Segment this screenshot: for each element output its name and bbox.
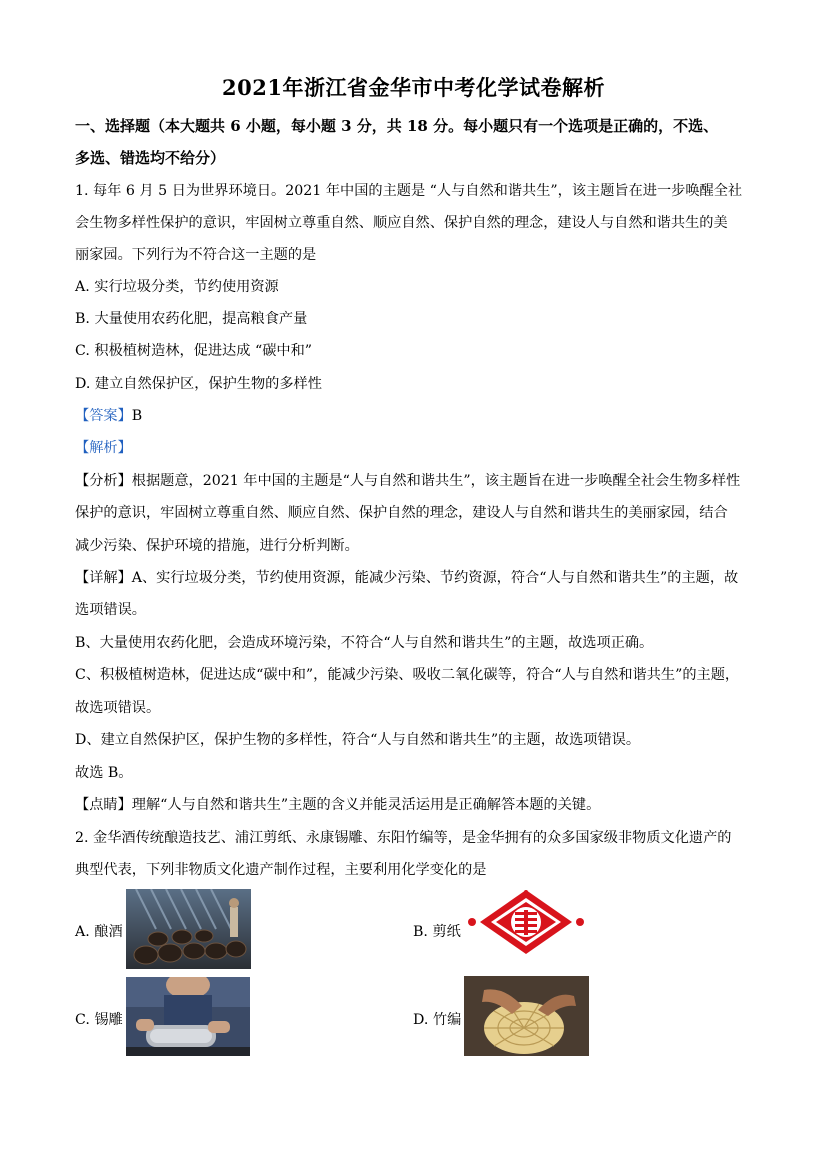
- q2-stem-line: 2. 金华酒传统酿造技艺、浦江剪纸、永康锡雕、东阳竹编等，是金华拥有的众多国家级非物质文化遗产的: [75, 830, 732, 846]
- q2-option-c-label: C. 锡雕: [75, 1012, 123, 1028]
- q2-option-d-label: D. 竹编: [413, 1012, 462, 1028]
- analysis-line: C、积极植树造林，促进达成“碳中和”，能减少污染、吸收二氧化碳等，符合“人与自然和谐共生”的主题，: [75, 667, 740, 683]
- brewing-photo: [126, 889, 251, 969]
- analysis-line: 选项错误。: [75, 602, 146, 618]
- q1-option-a: A. 实行垃圾分类，节约使用资源: [75, 279, 279, 295]
- analysis-line: 【详解】A、实行垃圾分类，节约使用资源，能减少污染、节约资源，符合“人与自然和谐共生”的主题，故: [75, 570, 739, 586]
- q1-stem-line: 会生物多样性保护的意识，牢固树立尊重自然、顺应自然、保护自然的理念，建设人与自然和谐共生的美: [75, 215, 728, 231]
- paper-cut-photo: [464, 888, 588, 956]
- q1-option-c: C. 积极植树造林，促进达成 “碳中和”: [75, 343, 313, 359]
- tin-carving-photo: [126, 977, 250, 1056]
- bamboo-weaving-photo: [464, 976, 589, 1056]
- analysis-line: 减少污染、保护环境的措施，进行分析判断。: [75, 538, 359, 554]
- answer-tag: 【答案】: [75, 408, 132, 424]
- analysis-line: D、建立自然保护区，保护生物的多样性，符合“人与自然和谐共生”的主题，故选项错误。: [75, 732, 641, 748]
- document-title: 2021年浙江省金华市中考化学试卷解析: [222, 75, 605, 100]
- q1-stem-line: 1. 每年 6 月 5 日为世界环境日。2021 年中国的主题是 “人与自然和谐共生”，该主题旨在进一步唤醒全社: [75, 183, 743, 199]
- analysis-line: 【分析】根据题意，2021 年中国的主题是“人与自然和谐共生”，该主题旨在进一步唤醒全社会生物多样性: [75, 473, 741, 489]
- section-heading: 一、选择题（本大题共 6 小题，每小题 3 分，共 18 分。每小题只有一个选项是正确的，不选、: [75, 117, 719, 135]
- q1-option-b: B. 大量使用农药化肥，提高粮食产量: [75, 311, 308, 327]
- analysis-line: B、大量使用农药化肥，会造成环境污染，不符合“人与自然和谐共生”的主题，故选项正确。: [75, 635, 654, 651]
- analysis-line: 【点睛】理解“人与自然和谐共生”主题的含义并能灵活运用是正确解答本题的关键。: [75, 797, 601, 813]
- answer-value: B: [131, 408, 143, 424]
- q2-stem-line: 典型代表，下列非物质文化遗产制作过程，主要利用化学变化的是: [75, 862, 487, 878]
- analysis-line: 故选 B。: [75, 765, 133, 781]
- section-heading-cont: 多选、错选均不给分）: [75, 149, 226, 167]
- analysis-line: 保护的意识，牢固树立尊重自然、顺应自然、保护自然的理念，建设人与自然和谐共生的美丽家园，结合: [75, 505, 728, 521]
- q1-stem-line: 丽家园。下列行为不符合这一主题的是: [75, 247, 317, 263]
- analysis-tag: 【解析】: [75, 440, 132, 456]
- q1-option-d: D. 建立自然保护区，保护生物的多样性: [75, 376, 322, 392]
- q1-answer-line: [75, 406, 142, 426]
- analysis-line: 故选项错误。: [75, 700, 161, 716]
- q2-option-b-label: B. 剪纸: [413, 924, 461, 940]
- q2-option-a-label: A. 酿酒: [75, 924, 123, 940]
